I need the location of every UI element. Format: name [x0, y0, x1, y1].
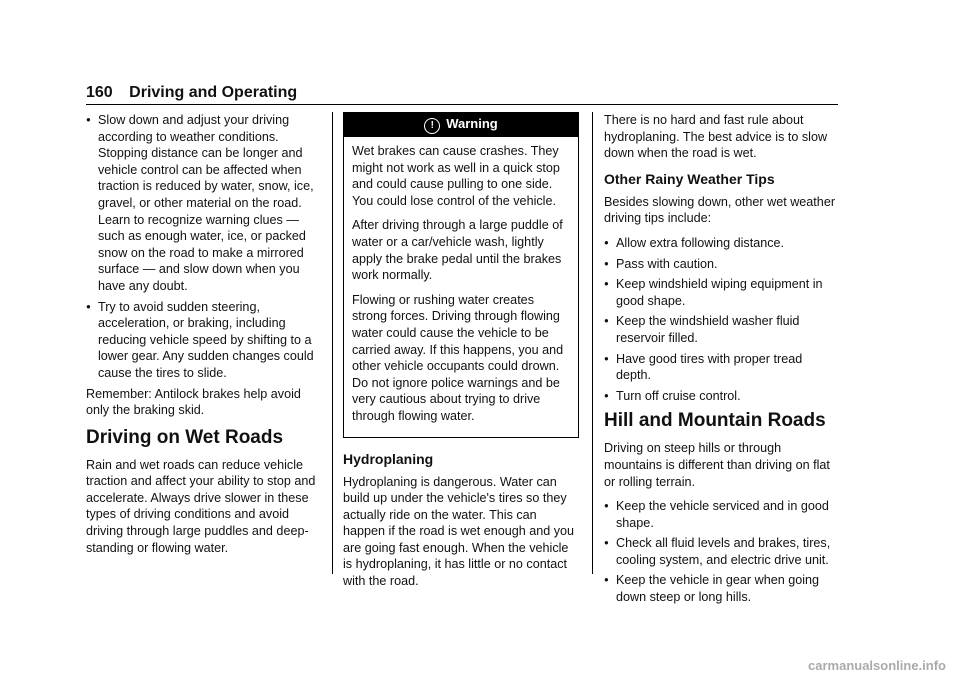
column-divider-2 — [592, 112, 593, 574]
list-item: ● Pass with caution. — [604, 256, 840, 273]
warning-title: Warning — [446, 116, 498, 131]
hill-roads-heading: Hill and Mountain Roads — [604, 410, 826, 432]
header-rule — [86, 104, 838, 105]
list-item: ● Slow down and adjust your driving according to weather conditions. Stopping distance can be longer and vehicle control can be affected when traction is reduced by water, snow, ice, gravel, or other material on the road. Learn to recognize warning clues — such as enough water, ice, or packed snow on the road to make a mirrored surface — and slow down when you have any doubt. — [86, 112, 322, 295]
list-item: ● Try to avoid sudden steering, acceleration, or braking, including reducing vehicle speed by shifting to a lower gear. Any sudden changes could cause the tires to slide. — [86, 299, 322, 382]
list-item: ● Keep the vehicle serviced and in good shape. — [604, 498, 840, 531]
warning-body — [344, 137, 578, 437]
list-item: ● Allow extra following distance. — [604, 235, 840, 252]
watermark: carmanualsonline.info — [808, 658, 946, 673]
wet-roads-heading: Driving on Wet Roads — [86, 426, 284, 448]
driving-tips-list — [86, 112, 322, 382]
list-item: ● Turn off cruise control. — [604, 388, 840, 405]
rainy-tips-list — [604, 235, 840, 404]
warning-header — [344, 113, 578, 137]
hydroplaning-heading: Hydroplaning — [343, 450, 434, 467]
list-item: ● Keep the windshield washer fluid reservoir filled. — [604, 313, 840, 346]
list-item: ● Keep the vehicle in gear when going down steep or long hills. — [604, 572, 840, 605]
section-title: Driving and Operating — [129, 84, 298, 101]
warning-box — [343, 112, 579, 438]
hydroplaning-advice: There is no hard and fast rule about hydroplaning. The best advice is to slow down when the road is wet. — [604, 113, 828, 161]
warning-paragraph: Wet brakes can cause crashes. They might not work as well in a quick stop and could cause pulling to one side. You could lose control of the vehicle. — [352, 144, 560, 208]
page-number: 160 — [86, 84, 113, 101]
remember-note: Remember: Antilock brakes help avoid only the braking skid. — [86, 386, 301, 418]
wet-roads-text: Rain and wet roads can reduce vehicle traction and affect your ability to stop and accelerate. Always drive slower in these types of driving conditions and avoid driving through large puddles and deep-standing or flowing water. — [86, 457, 316, 555]
column-3 — [604, 112, 840, 610]
hydroplaning-text: Hydroplaning is dangerous. Water can build up under the vehicle's tires so they actually ride on the water. This can happen if the road is wet enough and you are going fast enough. When the vehicle is hydroplaning, it has little or no contact with the road. — [343, 474, 575, 589]
column-2 — [343, 112, 579, 598]
warning-paragraph: After driving through a large puddle of water or a car/vehicle wash, lightly apply the brake pedal until the brakes work normally. — [352, 218, 563, 283]
rainy-tips-intro: Besides slowing down, other wet weather driving tips include: — [604, 194, 836, 226]
warning-icon: ! — [424, 118, 440, 134]
list-item: ● Keep windshield wiping equipment in good shape. — [604, 276, 840, 309]
warning-paragraph: Flowing or rushing water creates strong forces. Driving through flowing water could cause the vehicle to be carried away. If this happens, you and other vehicle occupants could drown. Do not ignore police warnings and be very cautious about trying to drive through flowing water. — [352, 292, 564, 423]
page-header — [86, 84, 297, 102]
rainy-tips-heading: Other Rainy Weather Tips — [604, 170, 775, 187]
column-divider-1 — [332, 112, 333, 574]
list-item: ● Check all fluid levels and brakes, tires, cooling system, and electric drive unit. — [604, 535, 840, 568]
hill-tips-list — [604, 498, 840, 606]
hill-roads-text: Driving on steep hills or through mountains is different than driving on flat or rolling terrain. — [604, 441, 830, 489]
column-1 — [86, 112, 322, 564]
list-item: ● Have good tires with proper tread depth. — [604, 351, 840, 384]
